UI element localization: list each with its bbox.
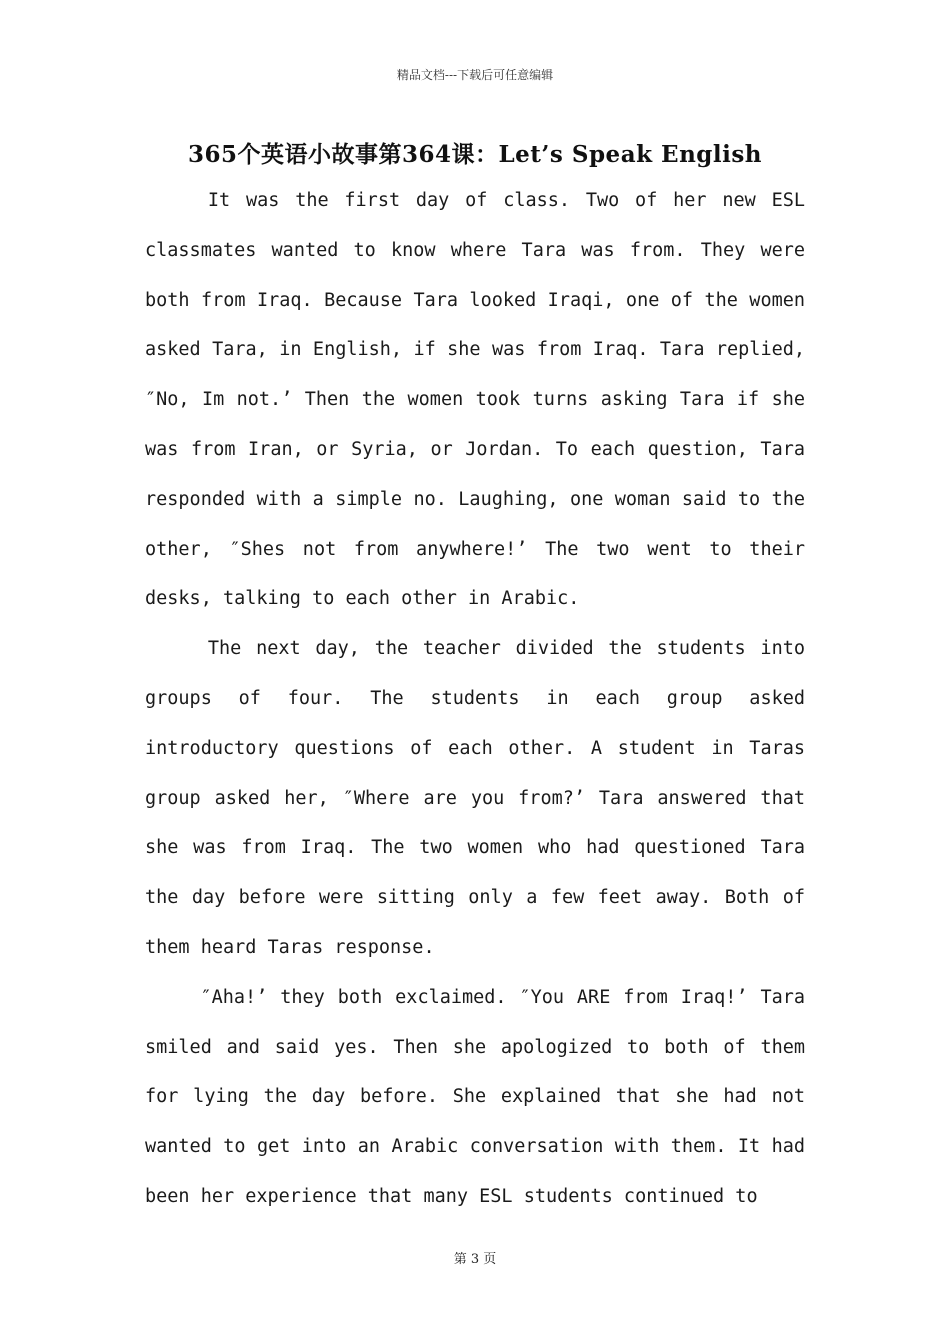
document-title: 365个英语小故事第364课：Let’s Speak English bbox=[187, 141, 763, 168]
page-header-note: 精品文档---下载后可任意编辑 bbox=[396, 68, 554, 82]
paragraph-1: It was the first day of class. Two of her new ESL classmates wanted to know where Tara was from. They were both from Iraq. Because Tara looked Iraqi, one of the women asked Tara, in English, if she was from Iraq. Tara replied, ″No, Im not.’ Then the women took turns asking Tara if she was from Iran, or Syria, or Jordan. To each question, Tara responded with a simple no. Laughing, one woman said to the other, ″Shes not from anywhere!’ The two went to their desks, talking to each other in Arabic. bbox=[145, 190, 805, 610]
document-body bbox=[145, 176, 805, 1222]
page-number: 第 3 页 bbox=[453, 1252, 497, 1267]
paragraph-3: ″Aha!’ they both exclaimed. ″You ARE from Iraq!’ Tara smiled and said yes. Then she apologized to both of them for lying the day before. She explained that she had not wanted to get into an Arabic conversation with them. It had been her experience that many ESL students continued to bbox=[145, 986, 805, 1207]
paragraph-2: The next day, the teacher divided the students into groups of four. The students in each group asked introductory questions of each other. A student in Taras group asked her, ″Where are you from?’ Tara answered that she was from Iraq. The two women who had questioned Tara the day before were sitting only a few feet away. Both of them heard Taras response. bbox=[145, 638, 805, 958]
